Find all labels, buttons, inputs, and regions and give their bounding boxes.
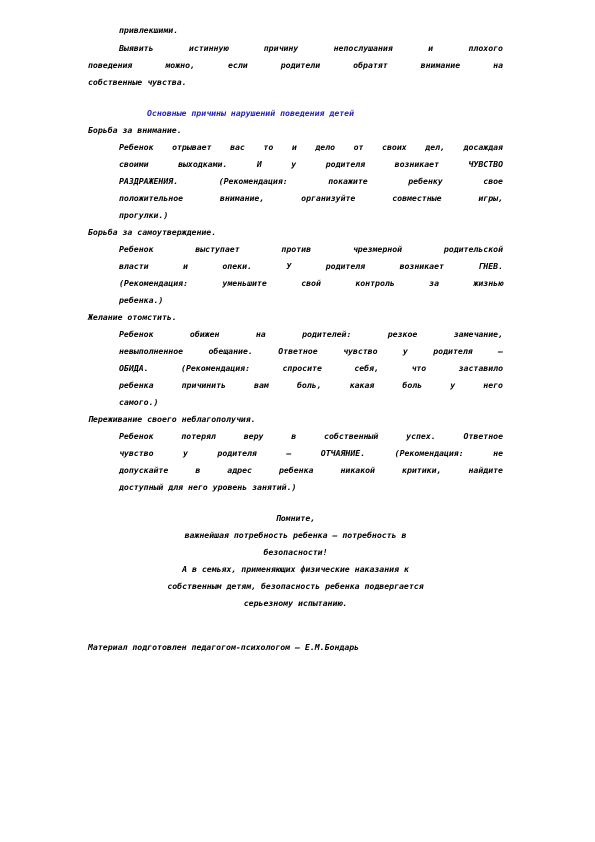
closing-line-1: Помните,	[275, 513, 316, 523]
cause-2-title: Борьба за самоутверждение.	[88, 227, 217, 237]
cause-4-line-3: допускайте в адрес ребенка никакой критики, найдите	[119, 465, 503, 475]
cause-3-line-3: ОБИДА. (Рекомендация: спросите себя, что заставило	[119, 363, 503, 373]
cause-2-line-2: власти и опеки. У родителя возникает ГНЕВ.	[119, 261, 503, 271]
closing-line-4: А в семьях, применяющих физические наказания к	[182, 564, 409, 574]
closing-line-5: собственным детям, безопасность ребенка подвергается	[167, 581, 424, 591]
author-line: Материал подготовлен педагогом-психологом – Е.М.Бондарь	[88, 642, 360, 652]
cause-3-line-2: невыполненное обещание. Ответное чувство у родителя –	[119, 346, 503, 356]
cause-1-line-4: положительное внимание, организуйте совместные игры,	[119, 193, 503, 203]
cause-3-title: Желание отомстить.	[88, 312, 177, 322]
cause-1-line-3: РАЗДРАЖЕНИЯ. (Рекомендация: покажите ребенку свое	[119, 176, 503, 186]
cause-1-title: Борьба за внимание.	[88, 125, 182, 135]
intro-line-3: поведения можно, если родители обратят внимание на	[88, 60, 503, 70]
cause-3-line-4: ребенка причинить вам боль, какая боль у него	[119, 380, 503, 390]
intro-line-2: Выявить истинную причину непослушания и плохого	[119, 43, 503, 53]
cause-2-line-3: (Рекомендация: уменьшите свой контроль за жизнью	[119, 278, 503, 288]
cause-3-line-5: самого.)	[119, 397, 159, 407]
closing-line-3: безопасности!	[263, 547, 328, 557]
cause-4-line-1: Ребенок потерял веру в собственный успех. Ответное	[119, 431, 503, 441]
closing-line-2: важнейшая потребность ребенка – потребность в	[184, 530, 407, 540]
section-title: Основные причины нарушений поведения детей	[147, 108, 355, 118]
cause-1-line-5: прогулки.)	[119, 210, 169, 220]
cause-4-line-4: доступный для него уровень занятий.)	[119, 482, 297, 492]
cause-4-title: Переживание своего неблагополучия.	[88, 414, 256, 424]
cause-4-line-2: чувство у родителя – ОТЧАЯНИЕ. (Рекомендация: не	[119, 448, 503, 458]
intro-line-4: собственные чувства.	[88, 77, 187, 87]
closing-line-6: серьезному испытанию.	[243, 598, 348, 608]
cause-3-line-1: Ребенок обижен на родителей: резкое замечание,	[119, 329, 503, 339]
cause-2-line-4: ребенка.)	[119, 295, 164, 305]
intro-line-1: привлекшими.	[119, 25, 179, 35]
cause-2-line-1: Ребенок выступает против чрезмерной родительской	[119, 244, 503, 254]
cause-1-line-2: своими выходками. И у родителя возникает ЧУВСТВО	[119, 159, 503, 169]
cause-1-line-1: Ребенок отрывает вас то и дело от своих дел, досаждая	[119, 142, 503, 152]
